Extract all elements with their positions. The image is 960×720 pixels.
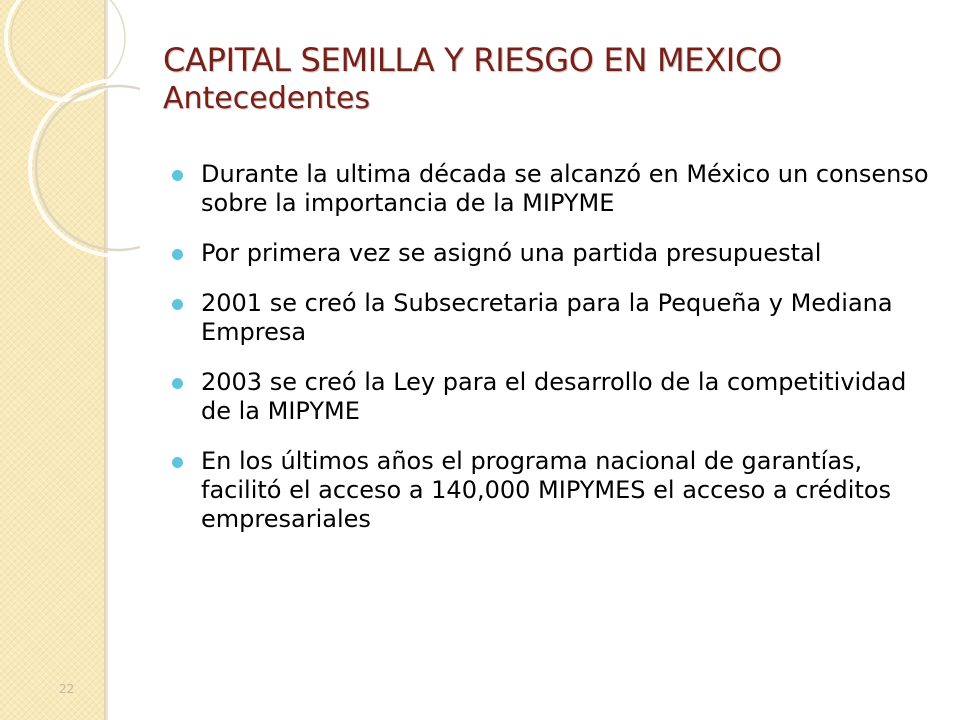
decorative-rings-icon — [0, 0, 140, 300]
bullet-dot-icon — [172, 457, 183, 468]
bullet-item — [172, 368, 932, 426]
slide-title-main: CAPITAL SEMILLA Y RIESGO EN MEXICO — [163, 41, 782, 79]
bullet-text: 2001 se creó la Subsecretaria para la Pequeña y Mediana Empresa — [201, 289, 893, 346]
bullet-dot-icon — [172, 170, 183, 181]
bullet-text: 2003 se creó la Ley para el desarrollo de la competitividad de la MIPYME — [201, 368, 907, 425]
bullet-dot-icon — [172, 378, 183, 389]
slide-title — [163, 40, 933, 118]
slide-number: 22 — [59, 682, 75, 696]
bullet-list — [172, 160, 932, 555]
bullet-item — [172, 160, 932, 218]
bullet-dot-icon — [172, 299, 183, 310]
bullet-item — [172, 289, 932, 347]
bullet-dot-icon — [172, 249, 183, 260]
bullet-item — [172, 239, 932, 268]
bullet-item — [172, 447, 932, 534]
slide-subtitle: Antecedentes — [163, 81, 371, 116]
bullet-text: Por primera vez se asignó una partida presupuestal — [201, 239, 822, 267]
bullet-text: En los últimos años el programa nacional de garantías, facilitó el acceso a 140,000 MIPYMES el acceso a créditos empresariales — [201, 447, 892, 533]
bullet-text: Durante la ultima década se alcanzó en México un consenso sobre la importancia de la MIPYME — [201, 160, 929, 217]
